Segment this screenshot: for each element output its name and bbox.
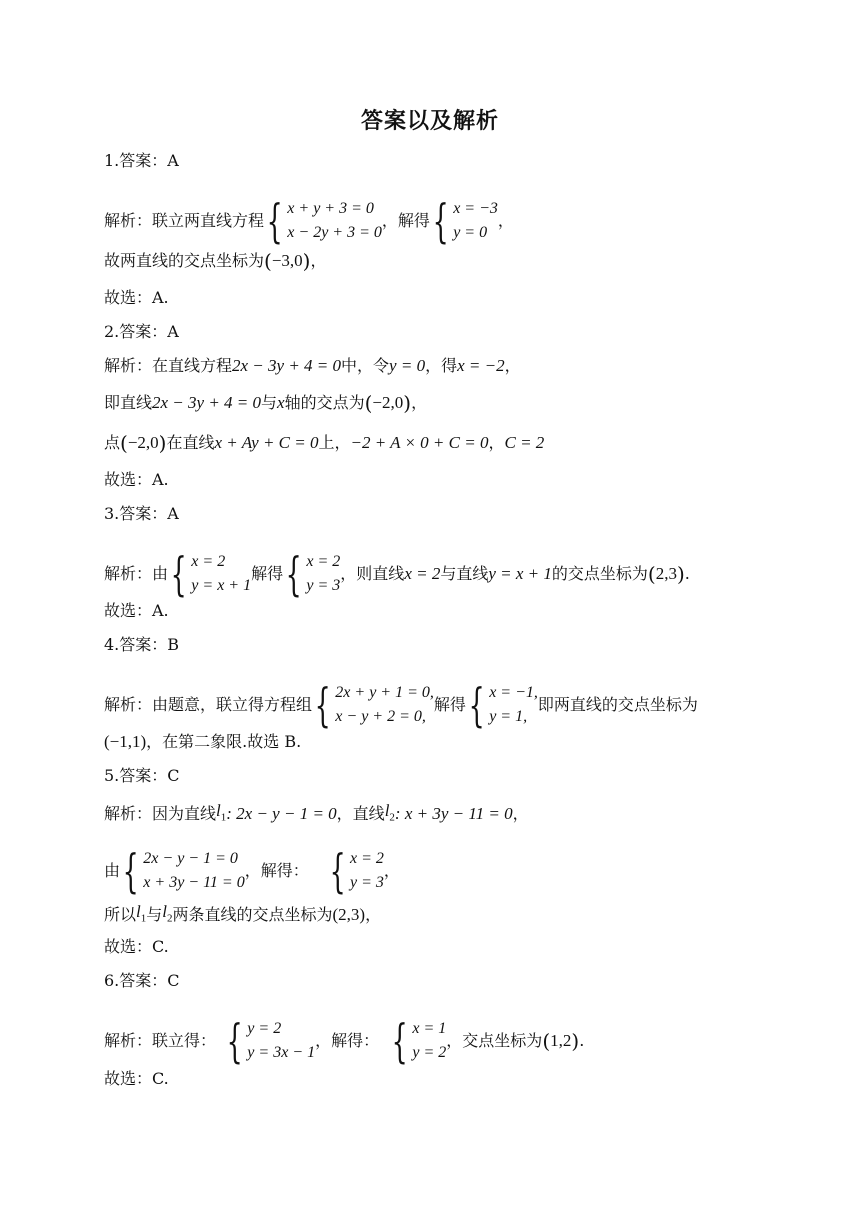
q1-solution-line-1 — [104, 194, 514, 248]
equation-row: x + y + 3 = 0 — [287, 200, 374, 217]
q3-choice: 故选：A. — [104, 601, 169, 620]
q3-answer: 3.答案：A — [104, 504, 179, 523]
q3-text: 解析：由 — [104, 564, 169, 583]
q4-solution-line-2 — [104, 731, 301, 753]
q3-text: 解得 — [251, 564, 284, 583]
q5-text: ，解得： — [244, 861, 309, 880]
q2-text: 中，令 — [341, 356, 390, 375]
q2-solution-line-1 — [104, 355, 521, 377]
q6-text: 解析：联立得： — [104, 1031, 217, 1050]
q2-equation: x = −2 — [457, 356, 505, 375]
paren: ( — [364, 391, 373, 415]
equation-row: 2x + y + 1 = 0, — [335, 684, 434, 701]
paren: ) — [302, 249, 311, 273]
q4-solution-line-1 — [104, 678, 698, 732]
q5-text: 与 — [146, 905, 163, 925]
q5-line-symbol: l — [162, 902, 167, 921]
q3-text: 与直线 — [440, 564, 489, 583]
paren: ) — [158, 431, 167, 455]
q4-text: ，在第二象限.故选 B. — [146, 732, 302, 751]
equation-row: x = 2 — [350, 850, 384, 867]
q5-subscript: 1 — [140, 912, 147, 925]
equation-row: x − 2y + 3 = 0 — [287, 224, 382, 241]
q5-line-name — [136, 901, 146, 929]
q2-text: 上， — [318, 433, 351, 452]
q2-equation: 2x − 3y + 4 = 0 — [232, 356, 342, 375]
q5-answer: 5.答案：C — [104, 766, 180, 785]
q6-choice: 故选：C. — [104, 1069, 169, 1088]
q5-line-name — [162, 901, 172, 929]
equation-row: y = 3 — [350, 874, 384, 891]
equation-row: y = 2 — [412, 1044, 447, 1061]
q1-text: 故两直线的交点坐标为 — [104, 251, 265, 270]
q6-system-equations — [224, 1014, 316, 1068]
q1-text: ， — [497, 211, 514, 230]
q5-text: ，直线 — [336, 804, 385, 824]
q6-answer: 6.答案：C — [104, 971, 180, 990]
paren: ) — [676, 562, 685, 586]
q6-text: . — [579, 1031, 585, 1050]
q6-system-solution — [389, 1014, 447, 1068]
q3-system-solution — [283, 547, 341, 601]
q4-point: (−1,1) — [104, 732, 147, 751]
q1-solution-line-2 — [104, 250, 327, 272]
paren: ) — [403, 391, 412, 415]
paren: ( — [542, 1029, 551, 1053]
equation-row: 2x − y − 1 = 0 — [143, 850, 238, 867]
q5-line-symbol: l — [136, 902, 141, 921]
q5-subscript: 2 — [389, 811, 395, 824]
equation-row: x + 3y − 11 = 0 — [143, 874, 245, 891]
page-title: 答案以及解析 — [360, 108, 499, 134]
q3-point: 2,3 — [655, 564, 677, 583]
brace: { — [266, 194, 283, 248]
brace: { — [285, 547, 302, 601]
q4-text: 解析：由题意，联立得方程组 — [104, 695, 313, 714]
q5-solution-line-3 — [104, 901, 381, 929]
q5-equation: : x + 3y − 11 = 0 — [394, 804, 513, 824]
equation-row: y = 1, — [489, 708, 528, 725]
equation-row: x − y + 2 = 0, — [335, 708, 426, 725]
q2-text: ， — [504, 356, 521, 375]
q1-text: ， — [310, 251, 327, 270]
q1-system-solution — [430, 194, 498, 248]
q5-system-solution — [327, 844, 384, 898]
q5-solution-line-2 — [104, 844, 400, 898]
q5-text: 两条直线的交点坐标为 — [172, 905, 333, 925]
q2-point: −2,0 — [372, 393, 404, 412]
q4-system-equations — [312, 678, 434, 732]
q2-text: ， — [488, 433, 505, 452]
q2-answer: 2.答案：A — [104, 322, 179, 341]
q4-system-solution — [466, 678, 538, 732]
q2-solution-line-3 — [104, 432, 544, 454]
q5-text: ， — [383, 861, 400, 880]
q3-system-equations — [168, 547, 252, 601]
q4-answer: 4.答案：B — [104, 635, 180, 654]
equation-row: x = 2 — [191, 553, 226, 570]
q5-subscript: 2 — [167, 912, 173, 925]
q2-equation: 2x − 3y + 4 = 0 — [152, 393, 262, 412]
paren: ) — [571, 1029, 580, 1053]
q5-choice: 故选：C. — [104, 937, 169, 956]
q5-subscript: 1 — [220, 811, 227, 824]
q2-point: −2,0 — [127, 433, 159, 452]
q2-equation: y = 0 — [389, 356, 426, 375]
q2-text: 与 — [261, 393, 278, 412]
q2-equation: C = 2 — [504, 433, 545, 452]
q1-text: ，解得 — [381, 211, 430, 230]
q5-line-symbol: l — [216, 801, 221, 820]
equation-row: y = x + 1 — [191, 577, 252, 594]
q6-text: ，交点坐标为 — [446, 1031, 543, 1050]
q2-text: 解析：在直线方程 — [104, 356, 233, 375]
q2-variable: x — [277, 393, 285, 412]
q3-equation: y = x + 1 — [488, 564, 552, 583]
q6-point: 1,2 — [550, 1031, 572, 1050]
q5-text: 由 — [104, 861, 121, 880]
q5-line-symbol: l — [384, 801, 390, 820]
equation-row: x = −3 — [453, 200, 498, 217]
equation-row: x = 2 — [306, 553, 341, 570]
brace: { — [432, 194, 449, 248]
q5-text: 所以 — [104, 905, 137, 925]
q5-solution-line-1 — [104, 800, 529, 828]
equation-row: y = 2 — [247, 1020, 282, 1037]
q1-choice: 故选：A. — [104, 288, 169, 307]
paren: ( — [264, 249, 272, 273]
brace: { — [122, 844, 139, 898]
q3-equation: x = 2 — [404, 564, 441, 583]
brace: { — [226, 1014, 243, 1068]
equation-row: y = 3 — [306, 577, 341, 594]
q5-line-name — [385, 800, 395, 828]
q2-equation: x + Ay + C = 0 — [214, 433, 319, 452]
q2-text: 在直线 — [166, 433, 215, 452]
q1-system-equations — [264, 194, 382, 248]
q2-equation: −2 + A × 0 + C = 0 — [350, 433, 489, 452]
equation-row: x = 1 — [412, 1020, 447, 1037]
brace: { — [170, 547, 187, 601]
q4-text: 解得 — [433, 695, 466, 714]
q5-equation: : 2x − y − 1 = 0 — [226, 804, 337, 824]
q5-point: (2,3) — [332, 905, 366, 925]
q5-text: ， — [512, 804, 529, 824]
q2-choice: 故选：A. — [104, 470, 169, 489]
brace: { — [314, 678, 331, 732]
q4-text: 即两直线的交点坐标为 — [537, 695, 698, 714]
brace: { — [468, 678, 485, 732]
paren: ( — [120, 431, 128, 455]
equation-row: y = 0 — [453, 224, 488, 241]
q2-solution-line-2 — [104, 392, 427, 414]
q6-solution-line-1 — [104, 1014, 585, 1068]
equation-row: x = −1, — [489, 684, 538, 701]
q5-system-equations — [120, 844, 245, 898]
q3-text: ，则直线 — [340, 564, 405, 583]
q1-point: −3,0 — [271, 251, 303, 270]
q5-line-name — [216, 800, 226, 828]
q3-text: . — [684, 564, 690, 583]
q5-text: ， — [365, 905, 382, 925]
equation-row: y = 3x − 1 — [247, 1044, 316, 1061]
q2-text: 点 — [104, 433, 121, 452]
q2-text: 轴的交点为 — [284, 393, 365, 412]
q1-text: 解析：联立两直线方程 — [104, 211, 265, 230]
paren: ( — [647, 562, 656, 586]
q1-answer: 1.答案：A — [104, 151, 179, 170]
q6-text: ，解得： — [315, 1031, 380, 1050]
q3-solution-line-1 — [104, 547, 690, 601]
q2-text: 即直线 — [104, 393, 153, 412]
brace: { — [329, 844, 346, 898]
q5-text: 解析：因为直线 — [104, 804, 217, 824]
q3-text: 的交点坐标为 — [551, 564, 648, 583]
q2-text: ，得 — [425, 356, 458, 375]
brace: { — [391, 1014, 408, 1068]
q2-text: ， — [411, 393, 428, 412]
